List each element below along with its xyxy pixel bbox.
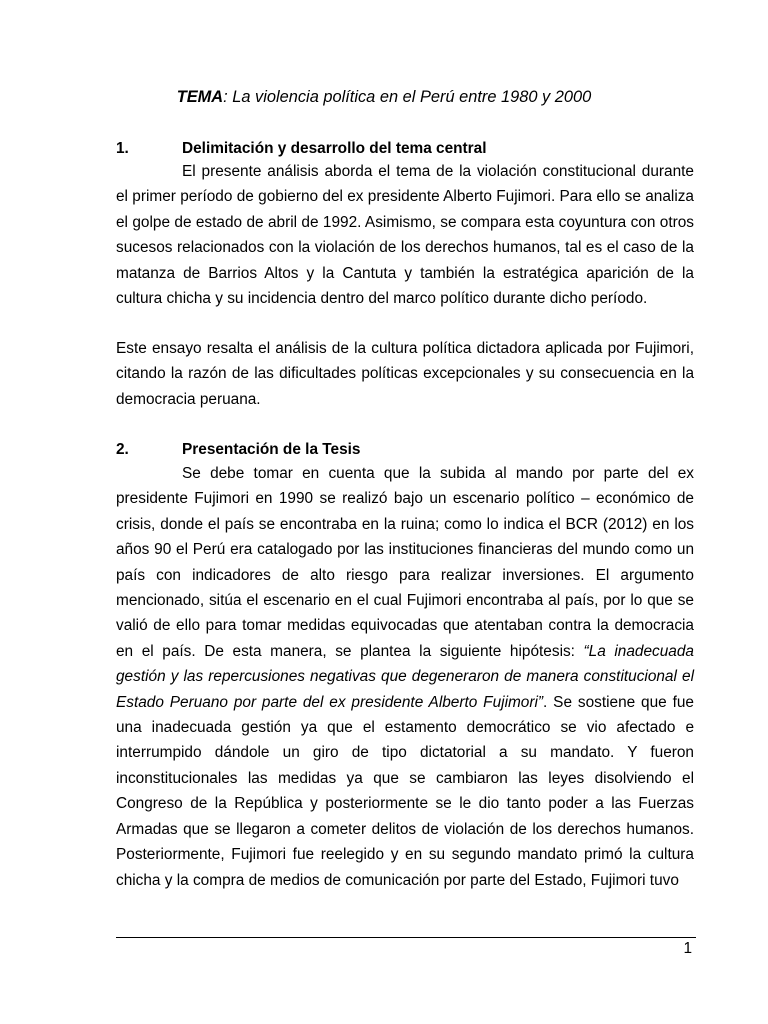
footer-divider xyxy=(116,937,696,938)
title-text: : La violencia política en el Perú entre 1980 y 2000 xyxy=(223,88,592,106)
document-title xyxy=(0,86,768,108)
title-label: TEMA xyxy=(176,88,224,106)
section-1-number: 1. xyxy=(116,140,129,157)
page-number: 1 xyxy=(683,940,692,957)
section-2-heading xyxy=(116,439,696,461)
hypothesis-quote: “La inadecuada gestión y las repercusiones negativas que degeneraron de manera constitucional el Estado Peruano por parte del ex presidente Alberto Fujimori” xyxy=(116,642,694,711)
section-2-heading-text: Presentación de la Tesis xyxy=(182,441,361,458)
section-2-number: 2. xyxy=(116,441,129,458)
section-2-paragraph xyxy=(116,461,694,893)
thesis-continuation-text: . Se sostiene que fue una inadecuada gestión ya que el estamento democrático se vio afectado e interrumpido dándole un giro de tipo dictatorial a su mandato. Y fueron inconstitucionales las medidas ya que se cambiaron las leyes disolviendo el Congreso de la República y posteriormente se le dio tanto poder a las Fuerzas Armadas que se llegaron a cometer delitos de violación de los derechos humanos. Posteriormente, Fujimori fue reelegido y en su segundo mandato primó la cultura chicha y la compra de medios de comunicación por parte del Estado, Fujimori tuvo xyxy=(116,693,694,889)
section-1-heading-text: Delimitación y desarrollo del tema central xyxy=(182,140,487,157)
section-1-paragraph-1: El presente análisis aborda el tema de la violación constitucional durante el primer período de gobierno del ex presidente Alberto Fujimori. Para ello se analiza el golpe de estado de abril de 1992. Asimismo, se compara esta coyuntura con otros sucesos relacionados con la violación de los derechos humanos, tal es el caso de la matanza de Barrios Altos y la Cantuta y también la estratégica aparición de la cultura chicha y su incidencia dentro del marco político durante dicho período. xyxy=(116,163,694,308)
thesis-intro-text: Se debe tomar en cuenta que la subida al mando por parte del ex presidente Fujimori en 1990 se realizó bajo un escenario político – económico de crisis, donde el país se encontraba en la ruina; como lo indica el BCR (2012) en los años 90 el Perú era catalogado por las instituciones financieras del mundo como un país con indicadores de alto riesgo para realizar inversiones. El argumento mencionado, sitúa el escenario en el cual Fujimori encontraba al país, por lo que se valió de ello para tomar medidas equivocadas que atentaban contra la democracia en el país. De esta manera, se plantea la siguiente hipótesis: xyxy=(116,465,694,660)
section-1-paragraph-2: Este ensayo resalta el análisis de la cultura política dictadora aplicada por Fujimori, citando la razón de las dificultades políticas excepcionales y su consecuencia en la democracia peruana. xyxy=(116,340,694,408)
section-1-heading xyxy=(116,138,696,160)
